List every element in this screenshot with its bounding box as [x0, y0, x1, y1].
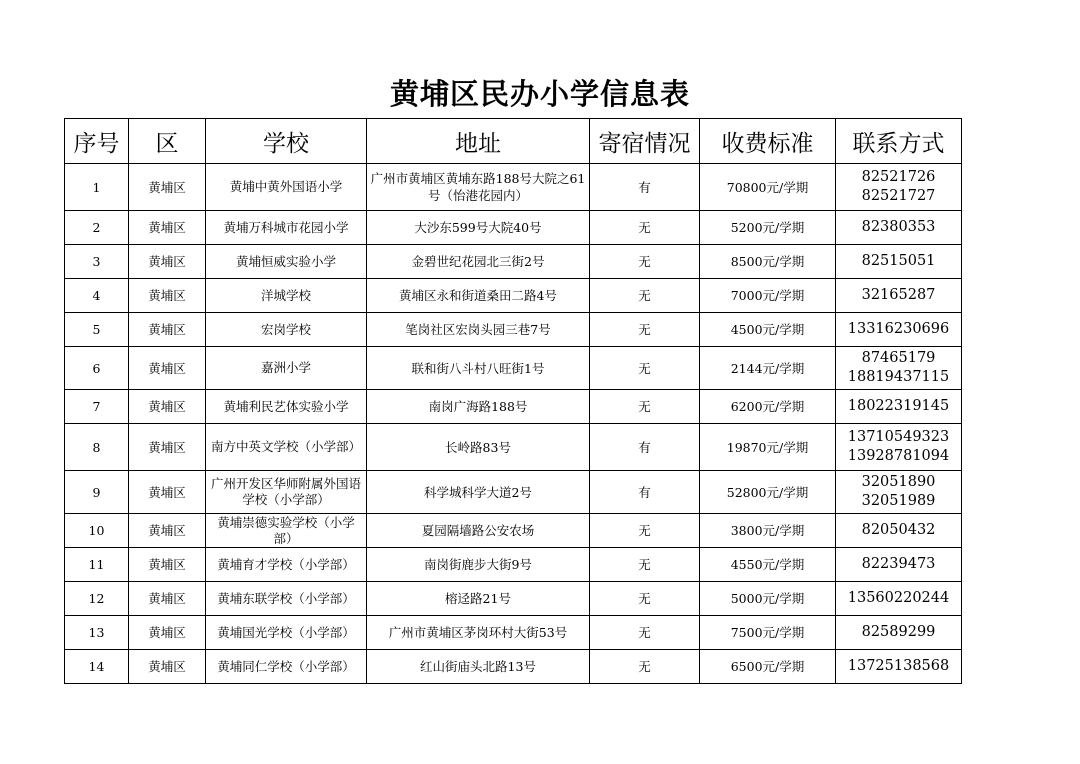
contact-phone: 13725138568: [847, 658, 950, 674]
district-cell: 黄埔区: [129, 582, 206, 616]
district-cell: 黄埔区: [129, 390, 206, 424]
district-cell: 黄埔区: [129, 548, 206, 582]
row-number-cell: 7: [65, 390, 129, 424]
table-row: [65, 164, 962, 211]
contact-phone: 18022319145: [847, 398, 950, 414]
district-cell: 黄埔区: [129, 313, 206, 347]
table-row: [65, 245, 962, 279]
boarding-cell: 无: [590, 245, 700, 279]
row-number-cell: 10: [65, 514, 129, 548]
school-name-cell: 南方中英文学校（小学部）: [206, 424, 367, 471]
address-cell: 南岗街鹿步大街9号: [367, 548, 590, 582]
table-row: [65, 313, 962, 347]
boarding-cell: 无: [590, 390, 700, 424]
district-cell: 黄埔区: [129, 514, 206, 548]
boarding-cell: 无: [590, 347, 700, 390]
school-name-cell: 黄埔东联学校（小学部）: [206, 582, 367, 616]
fee-cell: 7000元/学期: [700, 279, 836, 313]
contact-phone: 82239473: [861, 556, 936, 572]
contact-phone: 82050432: [861, 522, 936, 538]
school-name-cell: 广州开发区华师附属外国语学校（小学部）: [206, 471, 367, 514]
boarding-cell: 无: [590, 616, 700, 650]
district-cell: 黄埔区: [129, 616, 206, 650]
address-cell: 黄埔区永和街道桑田二路4号: [367, 279, 590, 313]
contact-cell: [836, 347, 962, 390]
header-cell-contact: 联系方式: [836, 119, 962, 164]
fee-cell: 6200元/学期: [700, 390, 836, 424]
table-row: [65, 424, 962, 471]
table-row: [65, 616, 962, 650]
address-cell: 金碧世纪花园北三街2号: [367, 245, 590, 279]
contact-cell: [836, 471, 962, 514]
table-row: [65, 211, 962, 245]
district-cell: 黄埔区: [129, 471, 206, 514]
address-cell: 笔岗社区宏岗头园三巷7号: [367, 313, 590, 347]
contact-phone: 82521726: [861, 169, 936, 185]
contact-cell: [836, 164, 962, 211]
boarding-cell: 无: [590, 313, 700, 347]
contact-phone: 82380353: [861, 219, 936, 235]
row-number-cell: 2: [65, 211, 129, 245]
header-cell-fee: 收费标准: [700, 119, 836, 164]
address-cell: 长岭路83号: [367, 424, 590, 471]
address-cell: 广州市黄埔区茅岗环村大街53号: [367, 616, 590, 650]
boarding-cell: 无: [590, 650, 700, 684]
fee-cell: 19870元/学期: [700, 424, 836, 471]
contact-phone: 18819437115: [847, 369, 950, 385]
school-name-cell: 黄埔万科城市花园小学: [206, 211, 367, 245]
boarding-cell: 无: [590, 548, 700, 582]
table-row: [65, 650, 962, 684]
fee-cell: 6500元/学期: [700, 650, 836, 684]
fee-cell: 70800元/学期: [700, 164, 836, 211]
header-cell-district: 区: [129, 119, 206, 164]
contact-cell: [836, 390, 962, 424]
address-cell: 联和街八斗村八旺街1号: [367, 347, 590, 390]
table-row: [65, 582, 962, 616]
table-row: [65, 279, 962, 313]
contact-cell: [836, 548, 962, 582]
row-number-cell: 13: [65, 616, 129, 650]
fee-cell: 4500元/学期: [700, 313, 836, 347]
row-number-cell: 4: [65, 279, 129, 313]
row-number-cell: 14: [65, 650, 129, 684]
fee-cell: 4550元/学期: [700, 548, 836, 582]
district-cell: 黄埔区: [129, 650, 206, 684]
district-cell: 黄埔区: [129, 424, 206, 471]
address-cell: 大沙东599号大院40号: [367, 211, 590, 245]
boarding-cell: 无: [590, 279, 700, 313]
header-cell-school: 学校: [206, 119, 367, 164]
contact-cell: [836, 514, 962, 548]
contact-cell: [836, 211, 962, 245]
table-row: [65, 390, 962, 424]
table-row: [65, 548, 962, 582]
district-cell: 黄埔区: [129, 347, 206, 390]
contact-phone: 87465179: [861, 350, 936, 366]
header-cell-address: 地址: [367, 119, 590, 164]
school-name-cell: 洋城学校: [206, 279, 367, 313]
header-row: [65, 119, 962, 164]
contact-cell: [836, 582, 962, 616]
contact-cell: [836, 616, 962, 650]
fee-cell: 5200元/学期: [700, 211, 836, 245]
fee-cell: 2144元/学期: [700, 347, 836, 390]
school-name-cell: 黄埔崇德实验学校（小学部）: [206, 514, 367, 548]
district-cell: 黄埔区: [129, 164, 206, 211]
contact-phone: 32165287: [861, 287, 936, 303]
boarding-cell: 有: [590, 471, 700, 514]
school-info-table: [64, 118, 962, 684]
header-cell-no: 序号: [65, 119, 129, 164]
school-name-cell: 黄埔育才学校（小学部）: [206, 548, 367, 582]
contact-phone: 82515051: [861, 253, 936, 269]
boarding-cell: 无: [590, 582, 700, 616]
fee-cell: 7500元/学期: [700, 616, 836, 650]
address-cell: 红山街庙头北路13号: [367, 650, 590, 684]
row-number-cell: 5: [65, 313, 129, 347]
contact-phone: 13316230696: [847, 321, 950, 337]
boarding-cell: 有: [590, 164, 700, 211]
contact-cell: [836, 424, 962, 471]
school-name-cell: 宏岗学校: [206, 313, 367, 347]
boarding-cell: 有: [590, 424, 700, 471]
school-name-cell: 黄埔中黄外国语小学: [206, 164, 367, 211]
contact-phone: 82521727: [861, 188, 936, 204]
table-row: [65, 471, 962, 514]
contact-phone: 13928781094: [847, 448, 950, 464]
contact-phone: 13560220244: [847, 590, 950, 606]
header-cell-boarding: 寄宿情况: [590, 119, 700, 164]
contact-phone: 32051989: [861, 493, 936, 509]
fee-cell: 52800元/学期: [700, 471, 836, 514]
contact-phone: 13710549323: [847, 429, 950, 445]
address-cell: 南岗广海路188号: [367, 390, 590, 424]
fee-cell: 8500元/学期: [700, 245, 836, 279]
table-row: [65, 347, 962, 390]
district-cell: 黄埔区: [129, 211, 206, 245]
school-name-cell: 黄埔国光学校（小学部）: [206, 616, 367, 650]
fee-cell: 5000元/学期: [700, 582, 836, 616]
school-name-cell: 嘉洲小学: [206, 347, 367, 390]
contact-cell: [836, 245, 962, 279]
address-cell: 榕迳路21号: [367, 582, 590, 616]
fee-cell: 3800元/学期: [700, 514, 836, 548]
row-number-cell: 12: [65, 582, 129, 616]
address-cell: 夏园隔墙路公安农场: [367, 514, 590, 548]
contact-phone: 32051890: [861, 474, 936, 490]
address-cell: 科学城科学大道2号: [367, 471, 590, 514]
school-name-cell: 黄埔恒威实验小学: [206, 245, 367, 279]
contact-phone: 82589299: [861, 624, 936, 640]
row-number-cell: 1: [65, 164, 129, 211]
boarding-cell: 无: [590, 514, 700, 548]
address-cell: 广州市黄埔区黄埔东路188号大院之61号（怡港花园内）: [367, 164, 590, 211]
page-title: 黄埔区民办小学信息表: [389, 77, 690, 111]
boarding-cell: 无: [590, 211, 700, 245]
school-name-cell: 黄埔同仁学校（小学部）: [206, 650, 367, 684]
district-cell: 黄埔区: [129, 279, 206, 313]
contact-cell: [836, 313, 962, 347]
table-row: [65, 514, 962, 548]
row-number-cell: 9: [65, 471, 129, 514]
contact-cell: [836, 650, 962, 684]
row-number-cell: 11: [65, 548, 129, 582]
district-cell: 黄埔区: [129, 245, 206, 279]
row-number-cell: 6: [65, 347, 129, 390]
school-name-cell: 黄埔利民艺体实验小学: [206, 390, 367, 424]
row-number-cell: 8: [65, 424, 129, 471]
row-number-cell: 3: [65, 245, 129, 279]
contact-cell: [836, 279, 962, 313]
